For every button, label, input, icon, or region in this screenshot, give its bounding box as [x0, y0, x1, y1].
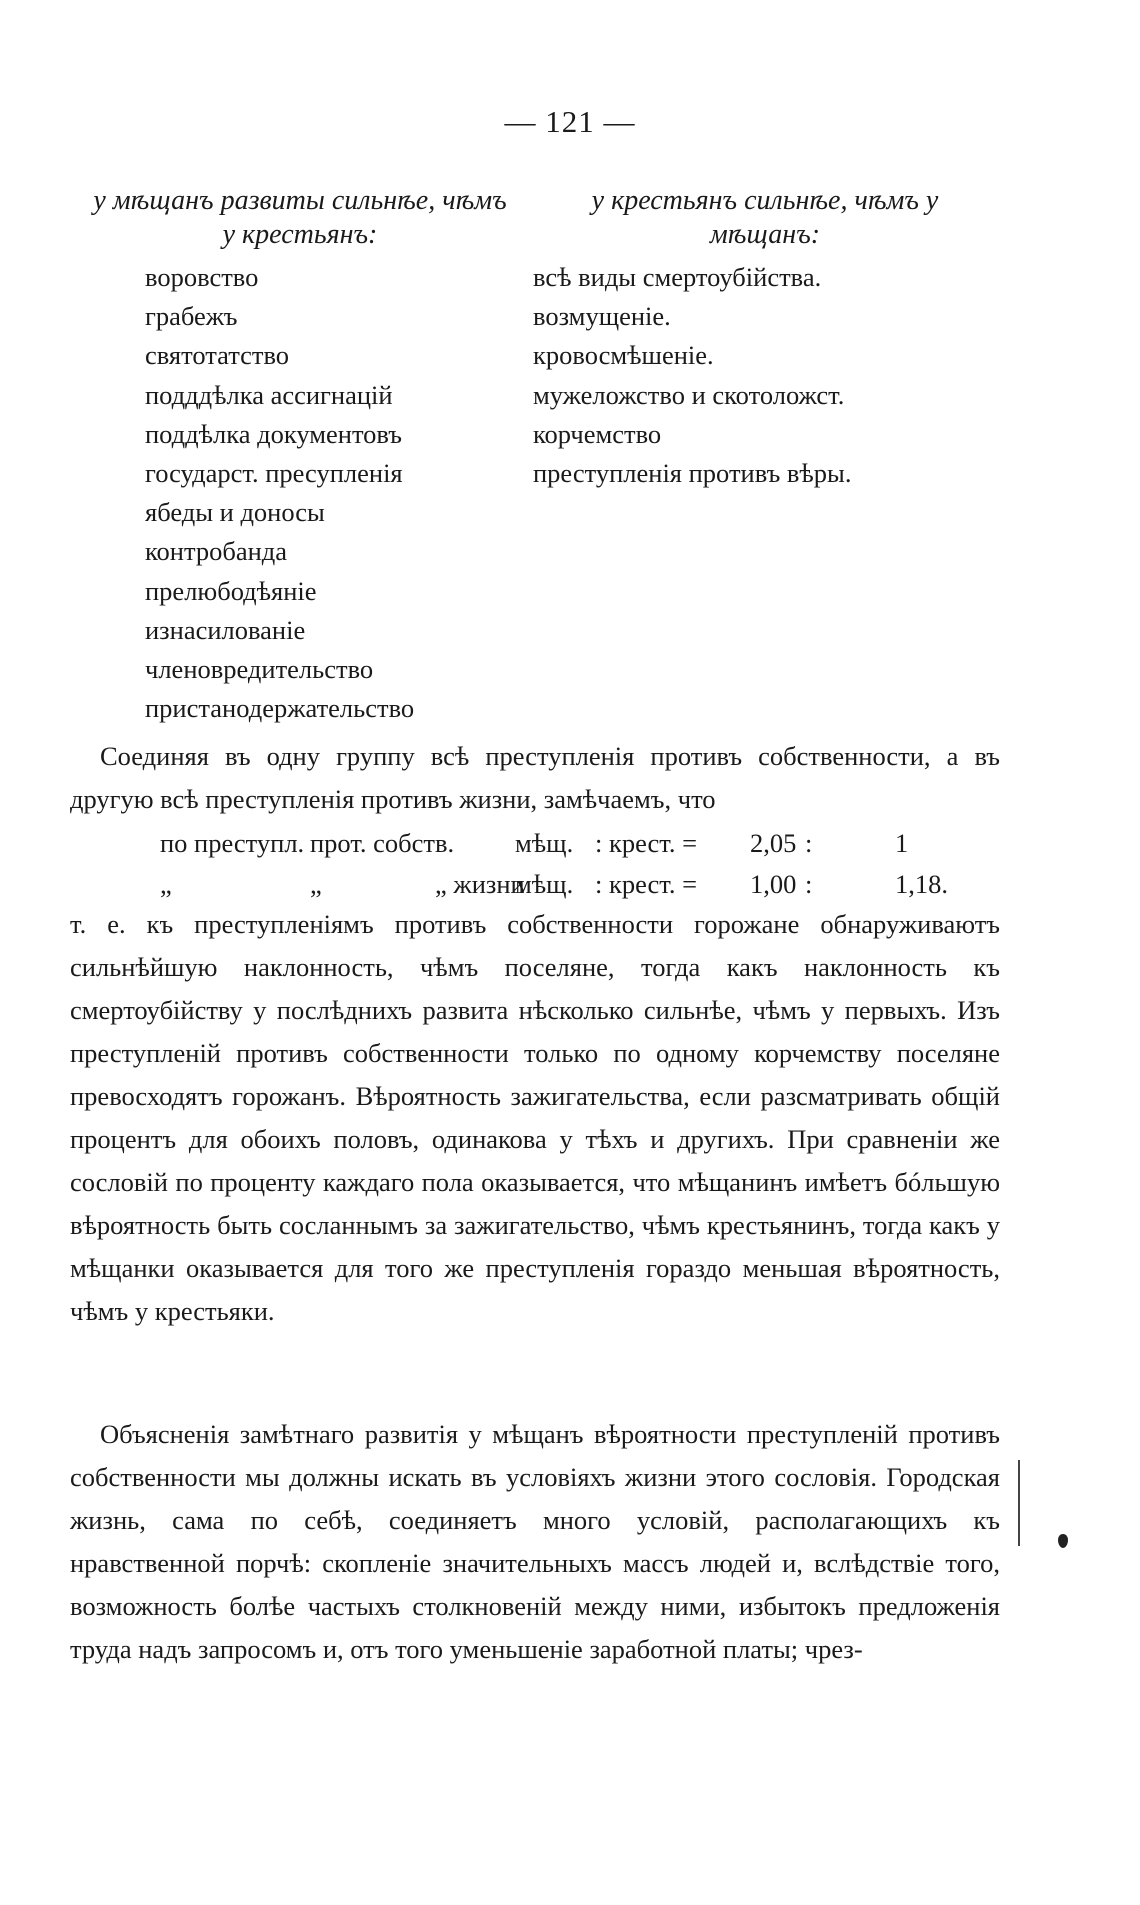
- ratio-cell: мѣщ.: [515, 828, 574, 858]
- paragraph-grouping: [70, 735, 1000, 821]
- list-item: государст. пресупленія: [145, 458, 403, 489]
- paragraph-comparison: т. е. къ преступленіямъ противъ собственности горожане обнаруживаютъ сильнѣйшую наклонность, чѣмъ поселяне, тогда какъ наклонность къ смертоубійству у послѣднихъ развита нѣсколько сильнѣе, чѣмъ у первыхъ. Изъ преступленій противъ собственности только по одному корчемству поселяне превосходятъ горожанъ. Вѣроятность зажигательства, если разсматривать общій процентъ для обоихъ половъ, одинакова у тѣхъ и другихъ. При сравненіи же сословій по проценту каждаго пола оказывается, что мѣщанинъ имѣетъ бóльшую вѣроятность быть сосланнымъ за зажигательство, чѣмъ крестьянинъ, тогда какъ у мѣщанки оказывается для того же преступленія гораздо меньшая вѣроятность, чѣмъ у крестьяки.: [70, 909, 1000, 1326]
- list-item: членовредительство: [145, 654, 374, 685]
- list-item: воровство: [145, 262, 259, 292]
- margin-line: [1018, 1460, 1020, 1546]
- list-item: поддѣлка документовъ: [145, 418, 402, 449]
- ratio-row-life: [160, 863, 948, 906]
- list-item: всѣ виды смертоубійства.: [533, 262, 822, 292]
- paragraph-text: Объясненія замѣтнаго развитія у мѣщанъ вѣроятности преступленій противъ собственности мы должны искать въ условіяхъ жизни этого сословія. Городская жизнь, сама по себѣ, соединяетъ много условій, располагающихъ къ нравственной порчѣ: скопленіе значительныхъ массъ людей и, вслѣдствіе того, возможность болѣе частыхъ столкновеній между ними, избытокъ предложенія труда надъ запросомъ и, отъ того уменьшеніе заработной платы; чрез-: [70, 1419, 1000, 1664]
- list-item: возмущеніе.: [533, 301, 671, 332]
- list-item: изнасилованіе: [145, 614, 306, 645]
- left-crime-list: [145, 258, 414, 728]
- ratio-cell: 1,00: [750, 869, 797, 899]
- ink-blot: [1058, 1534, 1068, 1548]
- ratio-row-property: [160, 822, 920, 865]
- ratio-cell: : крест. =: [595, 828, 698, 858]
- ratio-cell: по преступл.: [160, 828, 305, 858]
- ratio-cell: „: [160, 869, 172, 899]
- list-item: подддѣлка ассигнацій: [145, 379, 393, 410]
- ratio-cell: прот. собств.: [310, 828, 455, 858]
- list-item: святотатство: [145, 340, 290, 371]
- ratio-cell: „ жизни: [435, 869, 525, 899]
- ratio-cell: : крест. =: [595, 869, 698, 899]
- list-item: ябеды и доносы: [145, 497, 325, 528]
- ratio-cell: 1,18.: [895, 869, 948, 899]
- ratio-cell: :: [805, 869, 813, 899]
- ratio-cell: „: [310, 869, 322, 899]
- list-item: кровосмѣшеніе.: [533, 340, 714, 371]
- list-item: мужеложство и скотоложст.: [533, 379, 845, 410]
- list-item: пристанодержательство: [145, 693, 415, 724]
- list-item: преступленія противъ вѣры.: [533, 458, 852, 489]
- right-column-heading: у крестьянъ сильнѣе, чѣмъ у мѣщанъ:: [591, 185, 939, 250]
- ratio-cell: 1: [895, 828, 909, 858]
- ratio-cell: 2,05: [750, 828, 797, 858]
- ratio-cell: :: [805, 828, 813, 858]
- list-item: прелюбодѣяніе: [145, 575, 317, 606]
- paragraph-text: Соединяя въ одну группу всѣ преступленія противъ собственности, а въ другую всѣ преступленія противъ жизни, замѣчаемъ, что: [70, 741, 1000, 814]
- list-item: грабежъ: [145, 301, 238, 332]
- left-column-heading: у мѣщанъ развиты сильнѣе, чѣмъ у крестьянъ:: [93, 185, 507, 250]
- ratio-cell: мѣщ.: [515, 869, 574, 899]
- paragraph-explanation: [70, 1413, 1000, 1671]
- list-item: корчемство: [533, 418, 662, 449]
- page-number: — 121 —: [504, 104, 636, 139]
- list-item: контробанда: [145, 536, 288, 567]
- right-crime-list: [533, 258, 851, 493]
